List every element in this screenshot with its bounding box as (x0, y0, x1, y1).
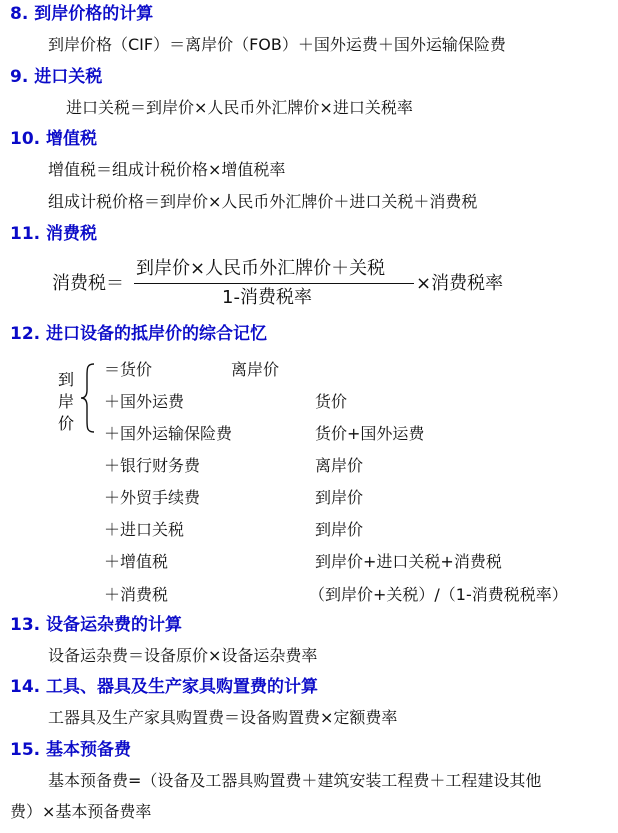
memory-note: 货价 (315, 392, 348, 411)
consumption-tax-denominator: 1-消费税率 (222, 287, 312, 308)
heading-13: 13. 设备运杂费的计算 (10, 615, 183, 635)
memory-side-label (58, 369, 78, 435)
memory-item: ＋增值税 (104, 552, 169, 571)
memory-item: ＋外贸手续费 (104, 488, 201, 507)
vat-formula: 增值税＝组成计税价格×增值税率 (48, 160, 286, 179)
reserve-formula-line1: 基本预备费=（设备及工器具购置费＋建筑安装工程费＋工程建设其他 (48, 771, 542, 790)
freight-formula: 设备运杂费＝设备原价×设备运杂费率 (48, 646, 318, 665)
memory-item: ＋银行财务费 (104, 456, 201, 475)
consumption-tax-lhs: 消费税＝ (52, 273, 124, 294)
memory-note: 离岸价 (231, 360, 280, 379)
import-duty-formula: 进口关税＝到岸价×人民币外汇牌价×进口关税率 (66, 98, 413, 117)
side-label-char: 价 (58, 414, 75, 433)
taxable-price-formula: 组成计税价格＝到岸价×人民币外汇牌价＋进口关税＋消费税 (48, 192, 478, 211)
curly-brace-icon (80, 362, 96, 434)
heading-8: 8. 到岸价格的计算 (10, 4, 154, 24)
tools-formula: 工器具及生产家具购置费＝设备购置费×定额费率 (48, 708, 398, 727)
memory-note: 货价+国外运费 (315, 424, 425, 443)
memory-item: ＋消费税 (104, 585, 169, 604)
heading-15: 15. 基本预备费 (10, 740, 132, 760)
heading-12: 12. 进口设备的抵岸价的综合记忆 (10, 324, 268, 344)
side-label-char: 到 (58, 370, 75, 389)
memory-item: ＋国外运输保险费 (104, 424, 233, 443)
memory-note: 到岸价 (315, 520, 364, 539)
consumption-tax-numerator: 到岸价×人民币外汇牌价＋关税 (136, 258, 386, 279)
reserve-formula-line2: 费）×基本预备费率 (10, 802, 152, 821)
memory-item: ＋国外运费 (104, 392, 185, 411)
heading-10: 10. 增值税 (10, 129, 98, 149)
memory-note: 离岸价 (315, 456, 364, 475)
fraction-bar (134, 283, 414, 284)
memory-note: 到岸价+进口关税+消费税 (315, 552, 502, 571)
side-label-char: 岸 (58, 392, 75, 411)
heading-11: 11. 消费税 (10, 224, 98, 244)
cif-formula: 到岸价格（CIF）＝离岸价（FOB）＋国外运费＋国外运输保险费 (48, 35, 506, 54)
memory-note: 到岸价 (315, 488, 364, 507)
heading-14: 14. 工具、器具及生产家具购置费的计算 (10, 677, 319, 697)
memory-note: （到岸价+关税）/（1-消费税税率） (309, 585, 568, 604)
heading-9: 9. 进口关税 (10, 67, 103, 87)
consumption-tax-rhs: ×消费税率 (416, 273, 504, 294)
memory-item: ＝货价 (104, 360, 153, 379)
memory-item: ＋进口关税 (104, 520, 185, 539)
